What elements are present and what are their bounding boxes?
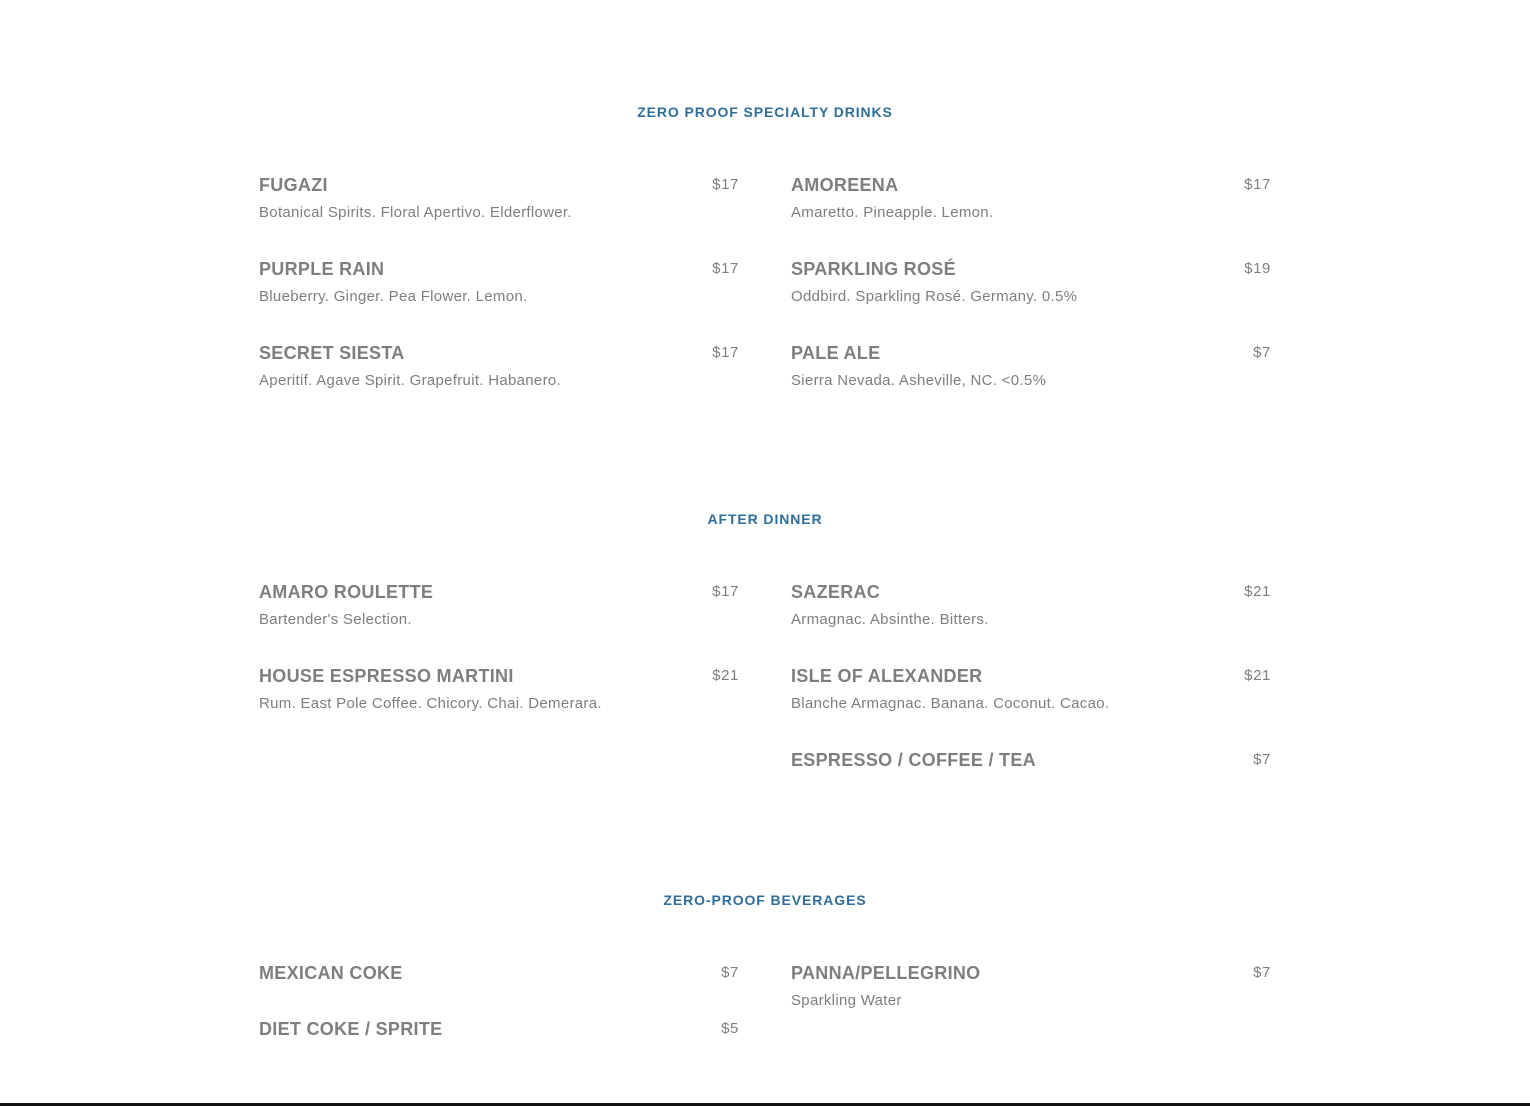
menu-column-left — [259, 174, 739, 426]
item-name: DIET COKE / SPRITE — [259, 1019, 443, 1039]
item-name: FUGAZI — [259, 175, 328, 195]
item-description: Botanical Spirits. Floral Apertivo. Elderflower. — [259, 204, 572, 221]
item-name: PALE ALE — [791, 343, 881, 363]
menu-item — [259, 342, 739, 426]
item-description: Blanche Armagnac. Banana. Coconut. Cacao. — [791, 695, 1110, 712]
menu-item — [791, 258, 1271, 342]
item-price: $7 — [1253, 344, 1271, 361]
menu-column-right — [791, 581, 1271, 805]
menu-item — [791, 342, 1271, 426]
section-title-zero-proof-beverages: ZERO-PROOF BEVERAGES — [663, 892, 867, 908]
section-title-after-dinner: AFTER DINNER — [707, 511, 823, 527]
item-price: $7 — [1253, 964, 1271, 981]
item-price: $21 — [1244, 667, 1271, 684]
item-description: Sparkling Water — [791, 992, 902, 1009]
section-title-zero-proof-specialty: ZERO PROOF SPECIALTY DRINKS — [637, 104, 893, 120]
item-name: MEXICAN COKE — [259, 963, 403, 983]
menu-item — [791, 174, 1271, 258]
item-price: $21 — [1244, 583, 1271, 600]
menu-item — [791, 962, 1271, 1046]
menu-item — [791, 665, 1271, 749]
menu-item — [259, 665, 739, 749]
menu-item — [259, 174, 739, 258]
item-name: HOUSE ESPRESSO MARTINI — [259, 666, 514, 686]
item-name: SPARKLING ROSÉ — [791, 259, 956, 279]
item-price: $19 — [1244, 260, 1271, 277]
item-name: PANNA/PELLEGRINO — [791, 963, 981, 983]
item-description: Oddbird. Sparkling Rosé. Germany. 0.5% — [791, 288, 1078, 305]
menu-item — [791, 581, 1271, 665]
item-name: ESPRESSO / COFFEE / TEA — [791, 750, 1036, 770]
item-description: Sierra Nevada. Asheville, NC. <0.5% — [791, 372, 1047, 389]
item-description: Blueberry. Ginger. Pea Flower. Lemon. — [259, 288, 528, 305]
item-price: $17 — [712, 260, 739, 277]
item-price: $17 — [712, 176, 739, 193]
item-name: ISLE OF ALEXANDER — [791, 666, 983, 686]
item-price: $17 — [1244, 176, 1271, 193]
item-price: $5 — [721, 1020, 739, 1037]
menu-item — [259, 962, 739, 1018]
menu-item — [259, 1018, 739, 1074]
item-description: Bartender's Selection. — [259, 611, 412, 628]
menu-item — [259, 258, 739, 342]
item-name: AMOREENA — [791, 175, 899, 195]
item-name: SAZERAC — [791, 582, 881, 602]
menu-column-right — [791, 174, 1271, 426]
item-price: $7 — [721, 964, 739, 981]
menu-item — [791, 749, 1271, 805]
item-description: Armagnac. Absinthe. Bitters. — [791, 611, 989, 628]
menu-item — [259, 581, 739, 665]
item-name: PURPLE RAIN — [259, 259, 385, 279]
item-price: $21 — [712, 667, 739, 684]
item-description: Rum. East Pole Coffee. Chicory. Chai. Demerara. — [259, 695, 602, 712]
item-price: $17 — [712, 583, 739, 600]
menu-column-left — [259, 962, 739, 1074]
item-price: $17 — [712, 344, 739, 361]
item-name: SECRET SIESTA — [259, 343, 405, 363]
menu-column-right — [791, 962, 1271, 1046]
item-name: AMARO ROULETTE — [259, 582, 434, 602]
item-price: $7 — [1253, 751, 1271, 768]
menu-column-left — [259, 581, 739, 749]
item-description: Aperitif. Agave Spirit. Grapefruit. Habanero. — [259, 372, 561, 389]
item-description: Amaretto. Pineapple. Lemon. — [791, 204, 994, 221]
